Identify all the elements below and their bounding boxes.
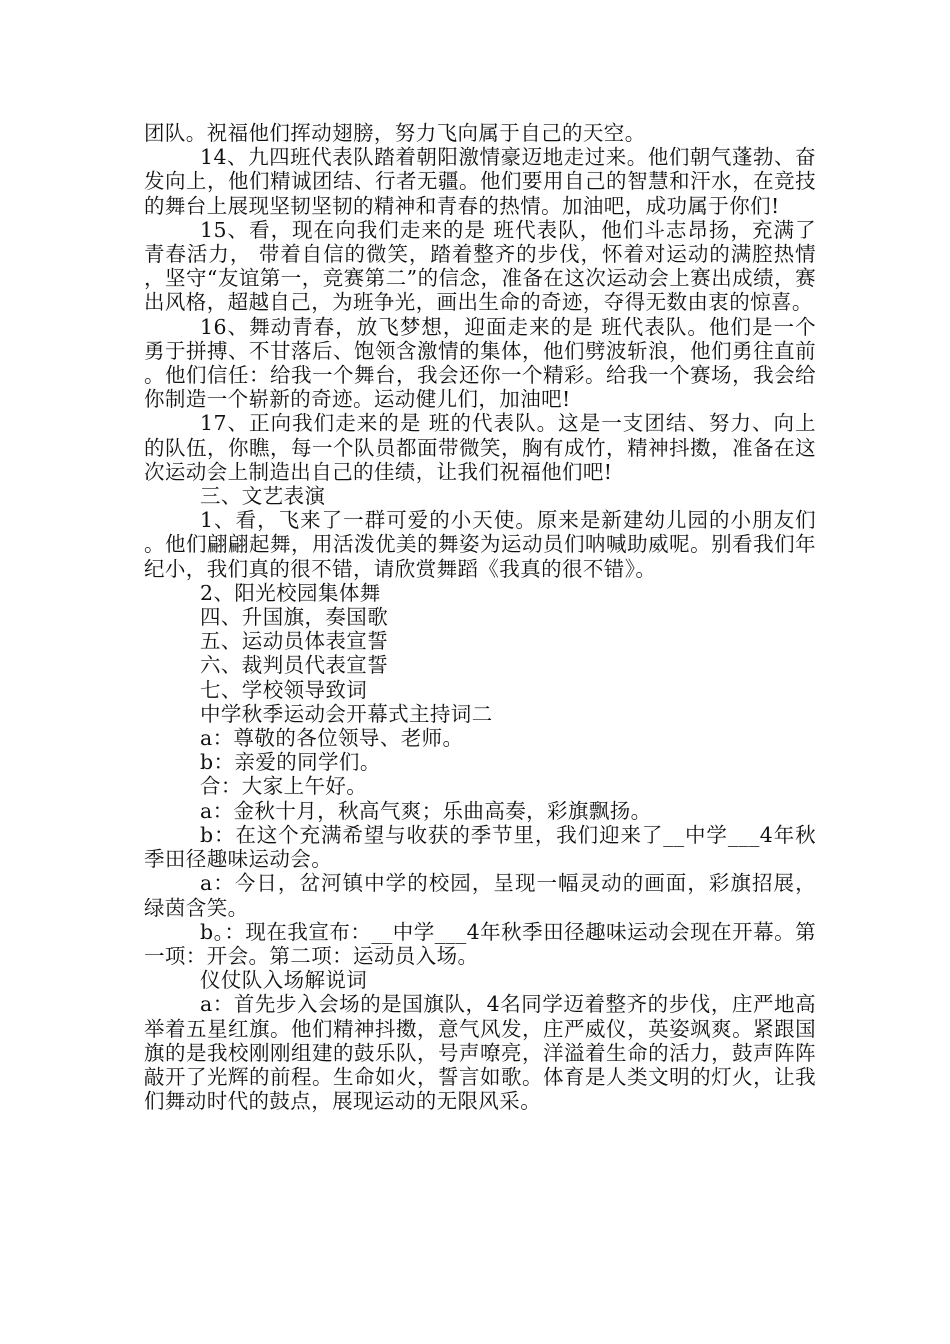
paragraph-4: 16、舞动青春，放飞梦想，迎面走来的是 班代表队。他们是一个勇于拼搏、不甘落后、饱领含激情的集体，他们劈波斩浪，他们勇往直前。他们信任：给我一个舞台，我会还你一个精彩。给我一个赛场，我会给你制造一个崭新的奇迹。运动健儿们，加油吧! [144, 314, 816, 412]
dialogue-line: b：亲爱的同学们。 [200, 750, 381, 775]
paragraph-1: 团队。祝福他们挥动翅膀，努力飞向属于自己的天空。 [144, 121, 646, 145]
section-heading-flag-raising: 四、升国旗，奏国歌 [200, 605, 389, 630]
section-heading-literary-performance: 三、文艺表演 [200, 484, 326, 509]
section-heading-honor-guard: 仪仗队入场解说词 [200, 968, 368, 993]
section-heading-leader-speech: 七、学校领导致词 [200, 677, 368, 702]
dialogue-line: b。：现在我宣布：__中学___4年秋季田径趣味运动会现在开幕。第一项：开会。第二项：运动员入场。 [144, 919, 816, 968]
paragraph-2: 14、九四班代表队踏着朝阳激情豪迈地走过来。他们朝气蓬勃、奋发向上，他们精诚团结、行者无疆。他们要用自己的智慧和汗水，在竞技的舞台上展现坚韧坚韧的精神和青春的热情。加油吧，成功属于你们! [144, 145, 816, 218]
dialogue-line: b：在这个充满希望与收获的季节里，我们迎来了__中学___4年秋季田径趣味运动会。 [144, 822, 816, 872]
paragraph-22: a：首先步入会场的是国旗队，4名同学迈着整齐的步伐，庄严地高举着五星红旗。他们精神抖擞，意气风发，庄严威仪，英姿飒爽。紧跟国旗的是我校刚刚组建的鼓乐队，号声嘹亮，洋溢着生命的活力，鼓声阵阵敲开了光辉的前程。生命如火，誓言如歌。体育是人类文明的灯火，让我们舞动时代的鼓点，展现运动的无限风采。 [144, 992, 816, 1114]
paragraph-3: 15、看，现在向我们走来的是 班代表队，他们斗志昂扬，充满了青春活力， 带着自信的微笑，踏着整齐的步伐，怀着对运动的满腔热情，坚守“友谊第一，竞赛第二”的信念，准备在这次运动会上赛出成绩，赛出风格，超越自己，为班争光，画出生命的奇迹，夺得无数由衷的惊喜。 [144, 217, 816, 315]
paragraph-7: 1、看，飞来了一群可爱的小天使。原来是新建幼儿园的小朋友们。他们翩翩起舞，用活泼优美的舞姿为运动员们呐喊助威呢。别看我们年纪小，我们真的很不错，请欣赏舞蹈《我真的很不错》。 [144, 508, 816, 581]
paragraph-5: 17、正向我们走来的是 班的代表队。这是一支团结、努力、向上的队伍，你瞧，每一个队员都面带微笑，胸有成竹，精神抖擞，准备在这次运动会上制造出自己的佳绩，让我们祝福他们吧! [144, 411, 816, 484]
section-heading-referee-oath: 六、裁判员代表宣誓 [200, 653, 389, 678]
dialogue-line: a：今日，岔河镇中学的校园，呈现一幅灵动的画面，彩旗招展，绿茵含笑。 [144, 871, 816, 920]
dialogue-line: 合：大家上午好。 [200, 774, 368, 799]
document-subtitle: 中学秋季运动会开幕式主持词二 [200, 701, 493, 726]
document-body [144, 121, 816, 1113]
list-item-group-dance: 2、阳光校园集体舞 [200, 580, 381, 605]
dialogue-line: a：金秋十月，秋高气爽；乐曲高奏，彩旗飘扬。 [200, 798, 652, 823]
section-heading-athlete-oath: 五、运动员体表宣誓 [200, 629, 389, 654]
dialogue-line: a：尊敬的各位领导、老师。 [200, 726, 464, 751]
